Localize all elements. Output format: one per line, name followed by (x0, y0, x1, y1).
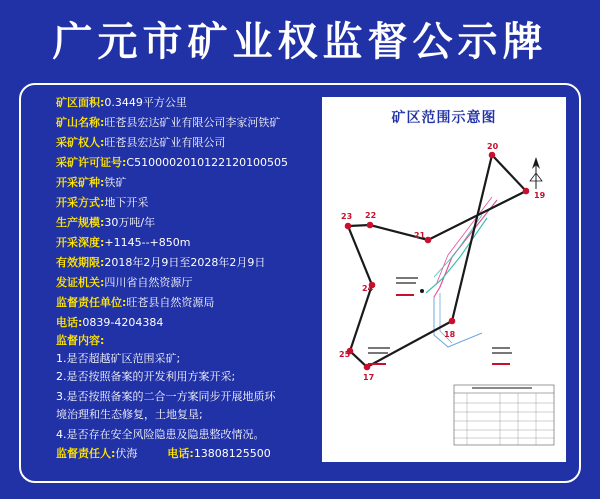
holder-label: 采矿权人: (56, 136, 105, 149)
license-label: 采矿许可证号: (56, 156, 127, 169)
area-value: 0.3449平方公里 (104, 96, 187, 109)
point-21-marker (425, 237, 432, 244)
responsible-row (56, 447, 271, 461)
mineral-value: 铁矿 (104, 176, 127, 189)
point-22-label: 22 (365, 211, 377, 220)
license-value: C5100002010122120100505 (126, 156, 289, 169)
point-17-marker (364, 364, 371, 371)
supervision-heading-row (56, 334, 104, 348)
point-19-label: 19 (534, 191, 546, 200)
supervisor-value: 旺苍县自然资源局 (126, 296, 215, 309)
depth-value: +1145--+850m (104, 236, 191, 249)
info-row-validity (56, 256, 265, 270)
info-row-supervisor (56, 296, 214, 310)
info-row-license (56, 156, 288, 170)
supervision-item-4: 4.是否存在安全风险隐患及隐患整改情况。 (56, 428, 265, 441)
issuer-value: 四川省自然资源厅 (104, 276, 193, 289)
responsible-person-label: 监督责任人: (56, 447, 116, 460)
point-22-marker (367, 222, 374, 229)
info-row-area (56, 96, 187, 110)
info-row-method (56, 196, 148, 210)
holder-value: 旺苍县宏达矿业有限公司 (104, 136, 226, 149)
point-21-label: 21 (414, 231, 426, 240)
method-value: 地下开采 (104, 196, 149, 209)
area-label: 矿区面积: (56, 96, 105, 109)
supervision-item-3-cont: 境治理和生态修复，土地复垦; (56, 408, 203, 421)
point-23-label: 23 (341, 212, 353, 221)
point-24-label: 24 (362, 284, 374, 293)
validity-value: 2018年2月9日至2028年2月9日 (104, 256, 266, 269)
mine-boundary (348, 155, 526, 367)
validity-label: 有效期限: (56, 256, 105, 269)
coordinate-table (454, 385, 554, 445)
supervisor-label: 监督责任单位: (56, 296, 127, 309)
supervision-item-3: 3.是否按照备案的二合一方案同步开展地质环 (56, 390, 276, 403)
supervision-item-2: 2.是否按照备案的开发利用方案开采; (56, 370, 236, 383)
point-20-label: 20 (487, 142, 499, 151)
responsible-phone-label: 电话: (167, 447, 194, 460)
info-row-mine-name (56, 116, 280, 130)
method-label: 开采方式: (56, 196, 105, 209)
point-17-label: 17 (363, 373, 375, 382)
mineral-label: 开采矿种: (56, 176, 105, 189)
info-row-issuer (56, 276, 192, 290)
supervision-item-1: 1.是否超越矿区范围采矿; (56, 352, 181, 365)
info-row-scale (56, 216, 155, 230)
scale-label: 生产规模: (56, 216, 105, 229)
issuer-label: 发证机关: (56, 276, 105, 289)
info-row-phone (56, 316, 163, 330)
board-title: 广元市矿业权监督公示牌 (52, 19, 548, 65)
info-row-holder (56, 136, 225, 150)
supervision-label: 监督内容: (56, 334, 105, 347)
point-19-marker (523, 188, 530, 195)
info-row-depth (56, 236, 190, 250)
responsible-phone: 13808125500 (193, 447, 271, 460)
point-18-marker (449, 318, 456, 325)
map-title: 矿区范围示意图 (391, 110, 497, 126)
point-23-marker (345, 223, 352, 230)
info-row-mineral (56, 176, 126, 190)
point-25-label: 25 (339, 350, 351, 359)
map-drawing (322, 97, 566, 462)
point-18-label: 18 (444, 330, 456, 339)
mine-name-value: 旺苍县宏达矿业有限公司李家河铁矿 (104, 116, 281, 129)
tunnel-lines (426, 197, 497, 347)
phone-value: 0839-4204384 (82, 316, 164, 329)
mining-area-map (322, 97, 566, 462)
scale-value: 30万吨/年 (104, 216, 156, 229)
mine-name-label: 矿山名称: (56, 116, 105, 129)
point-20-marker (489, 152, 496, 159)
phone-label: 电话: (56, 316, 83, 329)
north-arrow-icon (530, 157, 542, 189)
depth-label: 开采深度: (56, 236, 105, 249)
responsible-person: 伏海 (115, 447, 138, 460)
